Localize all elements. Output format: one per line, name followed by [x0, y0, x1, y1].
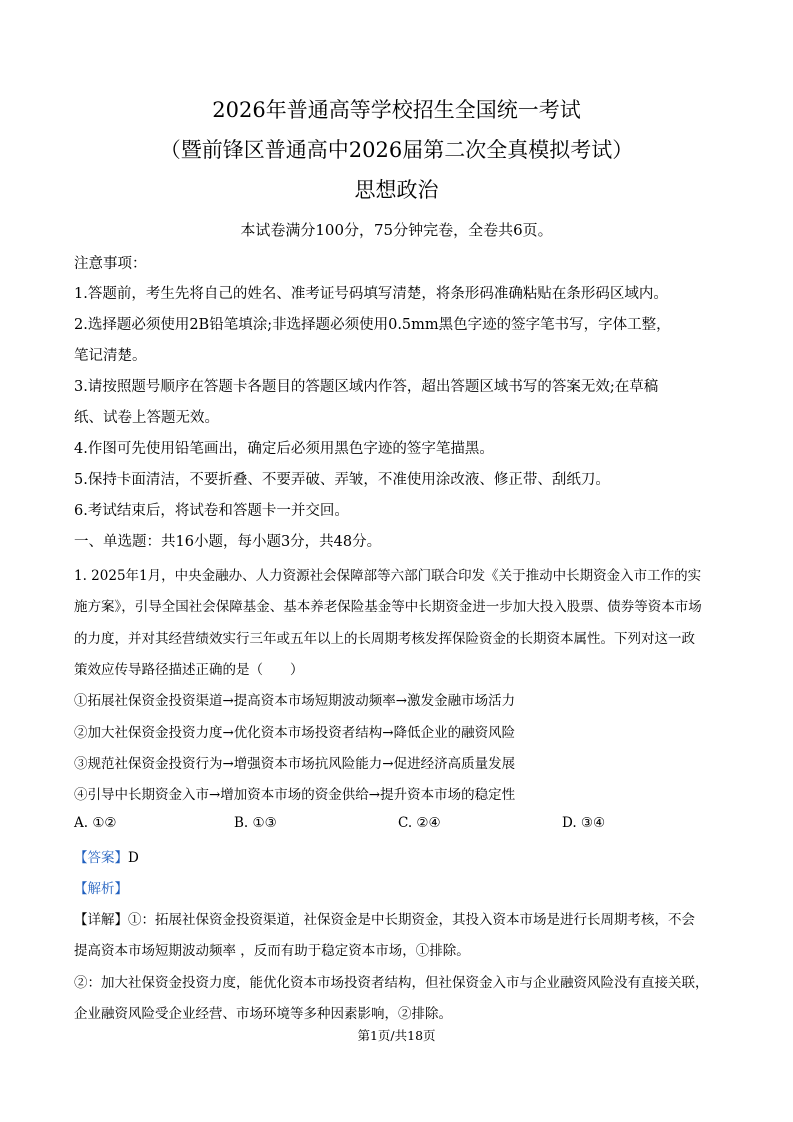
- detail-line-3: ②：加大社保资金投资力度，能优化资本市场投资者结构，但社保资金入市与企业融资风险没有直接关联，: [74, 975, 709, 991]
- notice-heading: 注意事项：: [74, 256, 147, 272]
- question-stem-line-1: 1. 2025年1月，中央金融办、人力资源社会保障部等六部门联合印发《关于推动中长期资金入市工作的实: [74, 568, 702, 584]
- subject-title: 思想政治: [354, 178, 439, 202]
- notice-item-2: 2.选择题必须使用2B铅笔填涂;非选择题必须使用0.5mm黑色字迹的签字笔书写，字体工整，: [74, 317, 671, 333]
- notice-item-2-cont: 笔记清楚。: [74, 348, 147, 364]
- detail-line-1: [74, 908, 695, 928]
- analysis-tag: 【解析】: [74, 881, 128, 897]
- notice-item-6: 6.考试结束后，将试卷和答题卡一并交回。: [74, 503, 349, 519]
- option-a: A. ①②: [74, 815, 117, 831]
- exam-title: 2026年普通高等学校招生全国统一考试: [212, 98, 581, 122]
- option-d: D. ③④: [562, 815, 606, 831]
- statement-4: ④引导中长期资金入市→增加资本市场的资金供给→提升资本市场的稳定性: [74, 787, 516, 803]
- answer-value: D: [128, 850, 139, 866]
- question-stem-line-4: 策效应传导路径描述正确的是（ ）: [74, 662, 304, 678]
- notice-item-4: 4.作图可先使用铅笔画出，确定后必须用黑色字迹的签字笔描黑。: [74, 441, 494, 457]
- detail-line-2: 提高资本市场短期波动频率 ，反而有助于稳定资本市场，①排除。: [74, 943, 470, 959]
- option-c: C. ②④: [398, 815, 441, 831]
- option-b: B. ①③: [234, 815, 277, 831]
- detail-text-1: ①：拓展社保资金投资渠道，社保资金是中长期资金，其投入资本市场是进行长周期考核，不会: [128, 912, 695, 928]
- analysis-line: [74, 877, 128, 897]
- detail-line-4: 企业融资风险受企业经营、市场环境等多种因素影响，②排除。: [74, 1006, 452, 1022]
- exam-subtitle-region: （暨前锋区普通高中2026届第二次全真模拟考试）: [159, 138, 634, 162]
- question-stem-line-2: 施方案》，引导全国社会保障基金、基本养老保险基金等中长期资金进一步加大投入股票、债券等资本市场: [74, 599, 702, 615]
- exam-info: 本试卷满分100分，75分钟完卷，全卷共6页。: [240, 221, 553, 239]
- notice-item-3: 3.请按照题号顺序在答题卡各题目的答题区域内作答，超出答题区域书写的答案无效;在草稿: [74, 379, 659, 395]
- notice-item-5: 5.保持卡面清洁，不要折叠、不要弄破、弄皱，不准使用涂改液、修正带、刮纸刀。: [74, 472, 610, 488]
- page-number: 第1页/共18页: [357, 1028, 436, 1043]
- notice-item-1: 1.答题前，考生先将自己的姓名、准考证号码填写清楚，将条形码准确粘贴在条形码区域内。: [74, 286, 668, 302]
- statement-3: ③规范社保资金投资行为→增强资本市场抗风险能力→促进经济高质量发展: [74, 756, 516, 772]
- section-heading: 一、单选题：共16小题，每小题3分，共48分。: [74, 534, 382, 550]
- question-stem-line-3: 的力度，并对其经营绩效实行三年或五年以上的长周期考核发挥保险资金的长期资本属性。下列对这一政: [74, 631, 695, 647]
- answer-tag: 【答案】: [74, 850, 128, 866]
- detail-tag: 【详解】: [74, 912, 128, 928]
- statement-1: ①拓展社保资金投资渠道→提高资本市场短期波动频率→激发金融市场活力: [74, 693, 516, 709]
- answer-line: [74, 846, 139, 866]
- notice-item-3-cont: 纸、试卷上答题无效。: [74, 410, 219, 426]
- statement-2: ②加大社保资金投资力度→优化资本市场投资者结构→降低企业的融资风险: [74, 725, 516, 741]
